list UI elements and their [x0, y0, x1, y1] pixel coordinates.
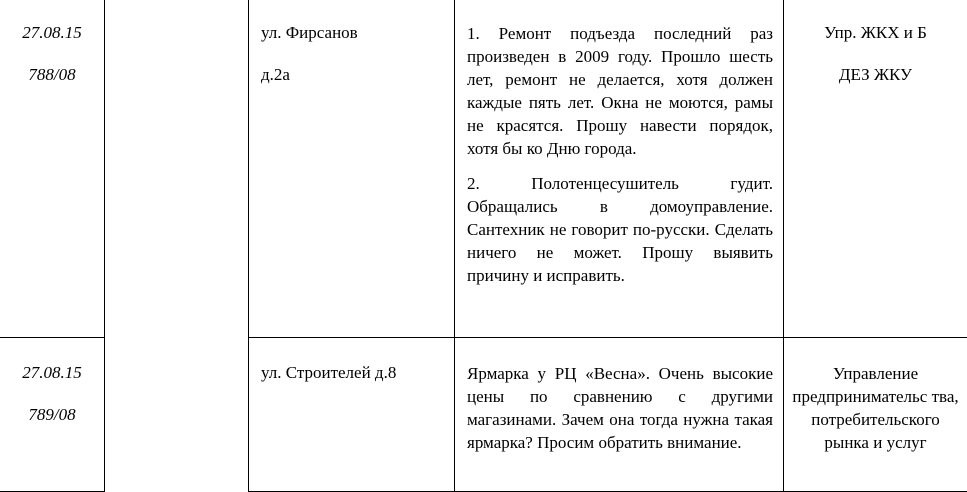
- organization-primary: Упр. ЖКХ и Б: [824, 23, 927, 42]
- appeal-text-cell: [455, 0, 784, 338]
- organization-cell: [784, 0, 967, 338]
- organization-cell: [784, 338, 967, 492]
- date-cell: [0, 0, 105, 338]
- appeal-paragraph: 2. Полотенцесушитель гудит. Обращались в домоуправление. Сантехник не говорит по-русски. Сделать ничего не может. Прошу выявить причину и исправить.: [467, 172, 773, 287]
- registration-number: 789/08: [0, 404, 104, 426]
- date-cell: [0, 338, 105, 492]
- organization-primary: Управление предпринимательс тва, потребительского рынка и услуг: [792, 364, 958, 452]
- organization-secondary: ДЕЗ ЖКУ: [790, 64, 961, 86]
- appeal-text-cell: [455, 338, 784, 492]
- street-name: ул. Фирсанов: [261, 23, 358, 42]
- address-cell: [249, 0, 455, 338]
- address-cell: [249, 338, 455, 492]
- house-number: д.2а: [261, 64, 444, 86]
- registration-number: 788/08: [0, 64, 104, 86]
- appeal-paragraph: Ярмарка у РЦ «Весна». Очень высокие цены по сравнению с другими магазинами. Зачем она тогда нужна такая ярмарка? Просим обратить внимание.: [467, 362, 773, 454]
- appeal-paragraph: 1. Ремонт подъезда последний раз произведен в 2009 году. Прошло шесть лет, ремонт не делается, хотя должен каждые пять лет. Окна не моются, рамы не красятся. Прошу навести порядок, хотя бы ко Дню города.: [467, 22, 773, 160]
- street-name: ул. Строителей д.8: [261, 363, 396, 382]
- empty-cell: [105, 0, 249, 492]
- appeal-date: 27.08.15: [22, 363, 82, 382]
- appeal-date: 27.08.15: [22, 23, 82, 42]
